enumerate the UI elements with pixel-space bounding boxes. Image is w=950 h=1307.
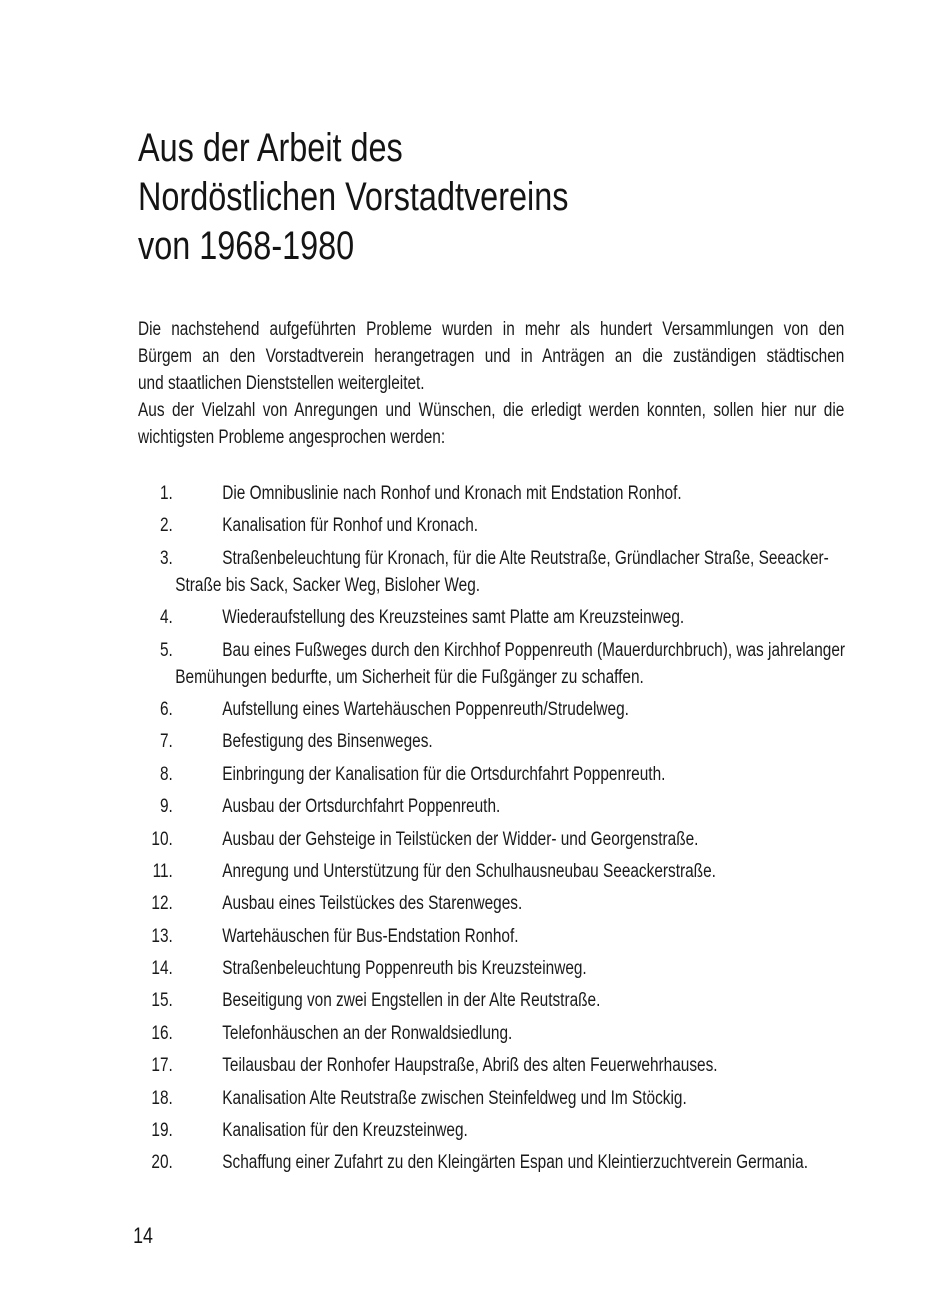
title-line: von 1968-1980: [138, 224, 355, 268]
intro-section: [138, 316, 844, 451]
list-item: [138, 987, 916, 1014]
list-item-number: 14.: [151, 958, 173, 980]
list-item: [138, 1052, 916, 1079]
list-item-number: 8.: [159, 763, 173, 785]
list-item-text: Straßenbeleuchtung Poppenreuth bis Kreuzsteinweg.: [222, 958, 587, 980]
list-item-text: Teilausbau der Ronhofer Haupstraße, Abriß des alten Feuerwehrhauses.: [222, 1055, 718, 1077]
list-item: [138, 512, 916, 539]
list-item-text: Kanalisation Alte Reutstraße zwischen Steinfeldweg und Im Stöckig.: [222, 1087, 687, 1109]
list-item-number: 2.: [159, 515, 173, 537]
paragraph-line: Aus der Vielzahl von Anregungen und Wünschen, die erledigt werden konnten, sollen hier nur die: [138, 400, 845, 421]
paragraph-line: wichtigsten Probleme angesprochen werden:: [138, 427, 446, 448]
list-item: [138, 1149, 916, 1176]
list-item: [138, 1117, 916, 1144]
list-item-text: Aufstellung eines Wartehäuschen Poppenreuth/Strudelweg.: [222, 698, 629, 720]
intro-paragraph: [138, 397, 844, 451]
list-item-text: Schaffung einer Zufahrt zu den Kleingärten Espan und Kleintierzuchtverein Germania.: [222, 1152, 808, 1174]
list-item-number: 17.: [151, 1055, 173, 1077]
page-number: 14: [133, 1223, 153, 1248]
list-item-text: Wartehäuschen für Bus-Endstation Ronhof.: [222, 925, 519, 947]
numbered-list: [138, 480, 916, 1176]
page-title: [138, 124, 568, 271]
list-item-text: Straßenbeleuchtung für Kronach, für die Alte Reutstraße, Gründlacher Straße, Seeacker-: [222, 547, 829, 569]
list-item-text: Kanalisation für Ronhof und Kronach.: [222, 515, 479, 537]
list-item-number: 5.: [159, 639, 173, 661]
list-item-text: Anregung und Unterstützung für den Schulhausneubau Seeackerstraße.: [222, 860, 716, 882]
list-item-number: 7.: [159, 731, 173, 753]
list-item-number: 12.: [151, 893, 173, 915]
list-item: [138, 793, 916, 820]
list-item-text: Einbringung der Kanalisation für die Ortsdurchfahrt Poppenreuth.: [222, 763, 666, 785]
title-line: Aus der Arbeit des: [138, 126, 403, 170]
title-line: Nordöstlichen Vorstadtvereins: [138, 175, 569, 219]
list-item-number: 16.: [151, 1022, 173, 1044]
list-item-number: 13.: [151, 925, 173, 947]
list-item: [138, 1020, 916, 1047]
list-item-text: Die Omnibuslinie nach Ronhof und Kronach mit Endstation Ronhof.: [222, 483, 682, 504]
list-item-number: 4.: [159, 607, 173, 629]
list-item-continuation: Straße bis Sack, Sacker Weg, Bisloher Weg.: [175, 574, 481, 596]
list-item-number: 19.: [151, 1120, 173, 1142]
list-item: [138, 545, 916, 599]
intro-paragraph: [138, 316, 844, 397]
paragraph-line: und staatlichen Dienststellen weitergleitet.: [138, 373, 425, 394]
paragraph-line: Bürgem an den Vorstadtverein herangetragen und in Anträgen an die zuständigen städtischen: [138, 346, 845, 367]
list-item-text: Bau eines Fußweges durch den Kirchhof Poppenreuth (Mauerdurchbruch), was jahrelanger: [222, 639, 846, 661]
paragraph-line: Die nachstehend aufgeführten Probleme wurden in mehr als hundert Versammlungen von den: [138, 319, 845, 340]
list-item: [138, 923, 916, 950]
list-item: [138, 696, 916, 723]
list-item-number: 6.: [159, 698, 173, 720]
list-item: [138, 761, 916, 788]
list-item-number: 10.: [151, 828, 173, 850]
list-item-number: 9.: [159, 796, 173, 818]
list-item: [138, 858, 916, 885]
list-item-number: 3.: [159, 547, 173, 569]
list-item: [138, 728, 916, 755]
list-item: [138, 890, 916, 917]
list-item: [138, 604, 916, 631]
list-item: [138, 1085, 916, 1112]
list-item: [138, 955, 916, 982]
list-item-text: Wiederaufstellung des Kreuzsteines samt Platte am Kreuzsteinweg.: [222, 607, 685, 629]
list-item: [138, 826, 916, 853]
list-item-text: Ausbau eines Teilstückes des Starenweges.: [222, 893, 523, 915]
list-item-number: 11.: [152, 860, 173, 882]
list-item: [138, 480, 916, 507]
list-item-number: 18.: [151, 1087, 173, 1109]
list-item-text: Befestigung des Binsenweges.: [222, 731, 433, 753]
list-item-continuation: Bemühungen bedurfte, um Sicherheit für die Fußgänger zu schaffen.: [175, 666, 644, 688]
list-item-text: Beseitigung von zwei Engstellen in der Alte Reutstraße.: [222, 990, 601, 1012]
list-item-number: 15.: [151, 990, 173, 1012]
list-item-number: 20.: [151, 1152, 173, 1174]
list-item-text: Ausbau der Ortsdurchfahrt Poppenreuth.: [222, 796, 501, 818]
list-item: [138, 637, 916, 691]
list-item-text: Kanalisation für den Kreuzsteinweg.: [222, 1120, 468, 1142]
document-content: [133, 0, 916, 1307]
list-item-text: Telefonhäuschen an der Ronwaldsiedlung.: [222, 1022, 513, 1044]
list-item-number: 1.: [159, 483, 173, 504]
list-item-text: Ausbau der Gehsteige in Teilstücken der Widder- und Georgenstraße.: [222, 828, 699, 850]
